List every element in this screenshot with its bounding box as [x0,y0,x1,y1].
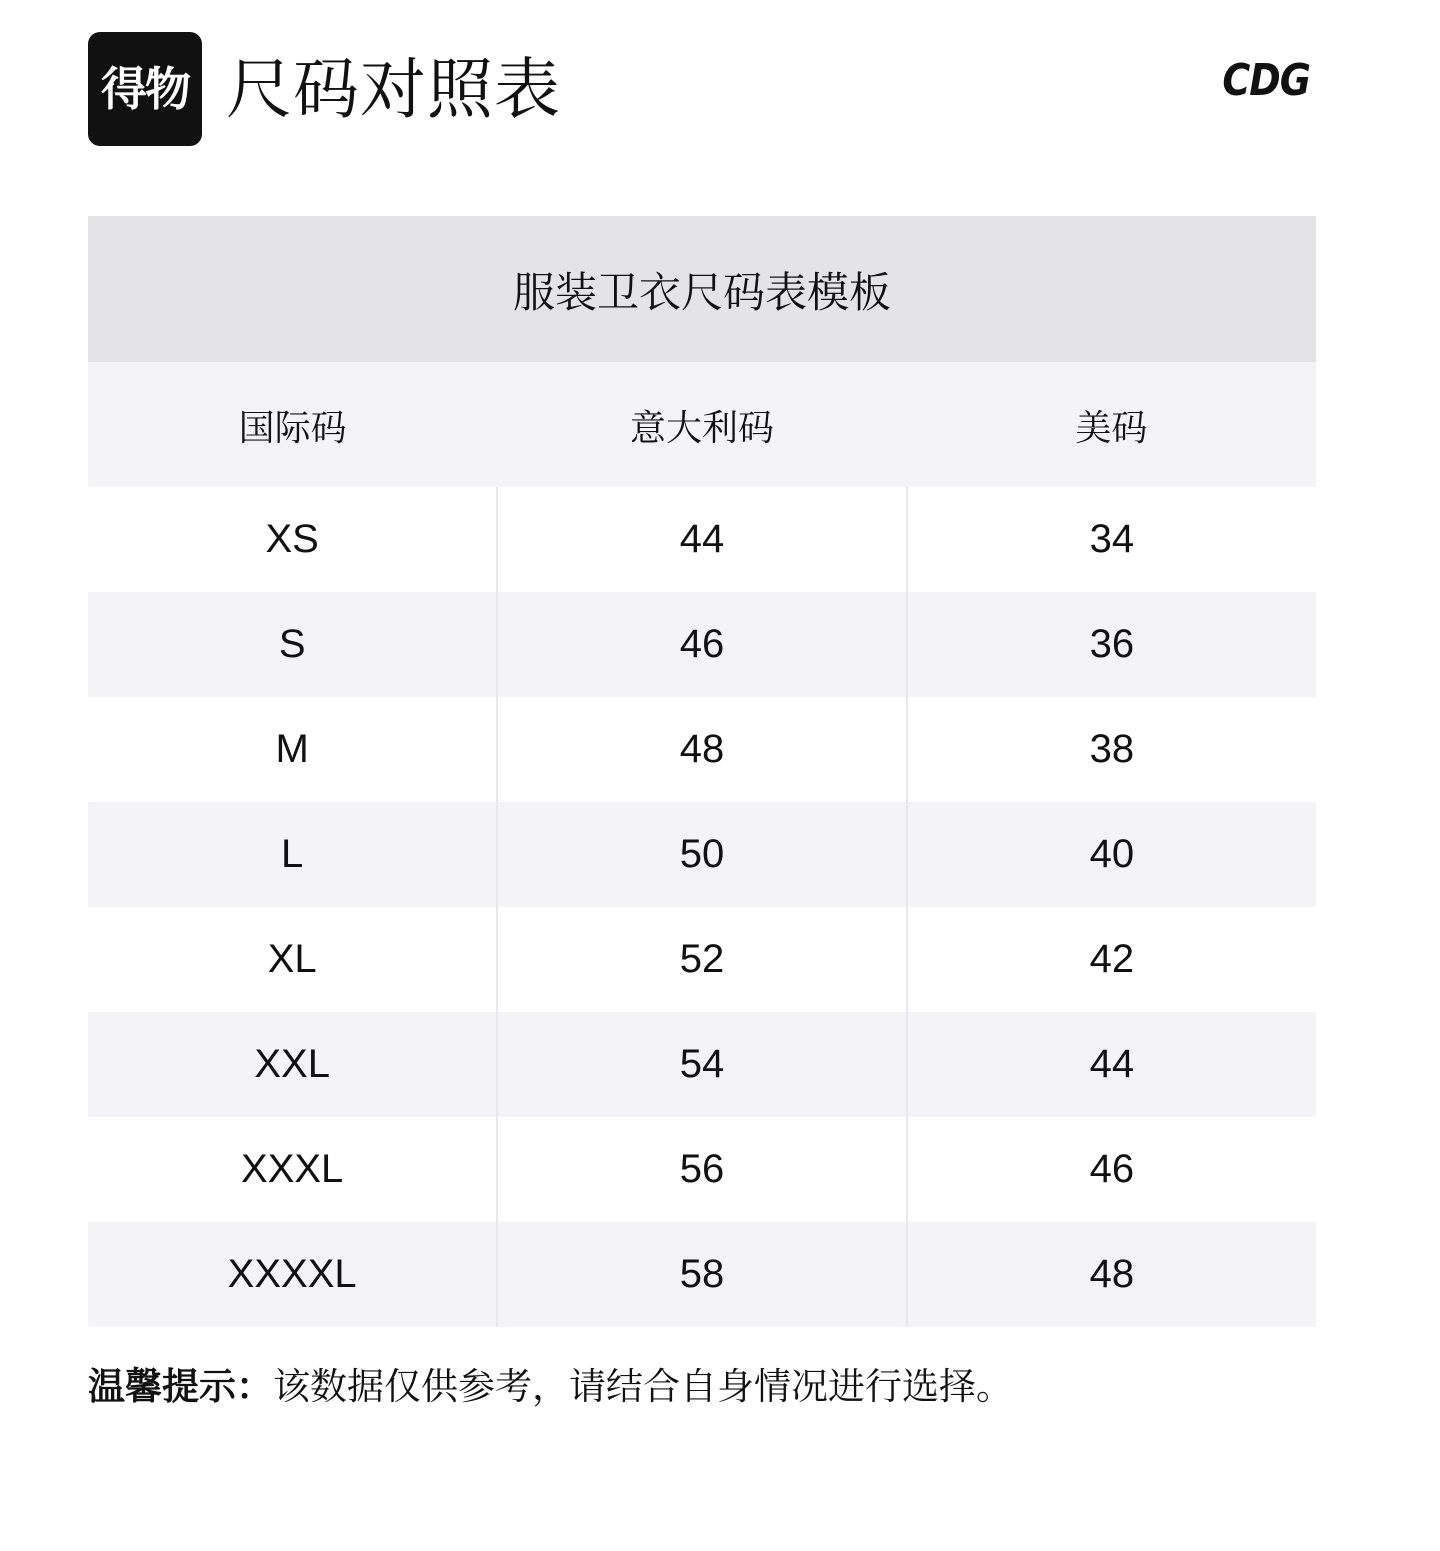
table-row [88,802,1316,907]
cell-italian: 48 [497,697,906,802]
table-body [88,487,1316,1327]
table-header-row [88,362,1316,487]
column-header-international: 国际码 [88,362,497,487]
disclaimer-note [88,1363,1352,1411]
cell-us: 42 [907,907,1316,1012]
cell-italian: 56 [497,1117,906,1222]
cell-italian: 58 [497,1222,906,1327]
cell-international: S [88,592,497,697]
size-chart-caption: 服装卫衣尺码表模板 [88,216,1316,362]
size-chart-table [88,362,1316,1327]
cell-international: XXL [88,1012,497,1117]
page-header [0,0,1440,150]
cell-us: 36 [907,592,1316,697]
table-header [88,362,1316,487]
column-header-italian: 意大利码 [497,362,906,487]
cell-italian: 54 [497,1012,906,1117]
cell-us: 44 [907,1012,1316,1117]
cell-italian: 44 [497,487,906,592]
table-row [88,487,1316,592]
cell-us: 40 [907,802,1316,907]
cell-italian: 52 [497,907,906,1012]
cell-international: XS [88,487,497,592]
cell-international: XXXL [88,1117,497,1222]
cell-us: 48 [907,1222,1316,1327]
cell-us: 34 [907,487,1316,592]
page-title: 尺码对照表 [226,52,561,126]
cell-us: 38 [907,697,1316,802]
column-header-us: 美码 [907,362,1316,487]
dewu-logo [88,32,202,146]
table-row [88,592,1316,697]
cell-international: XXXXL [88,1222,497,1327]
disclaimer-label: 温馨提示： [88,1366,273,1407]
cell-international: M [88,697,497,802]
table-row [88,1012,1316,1117]
dewu-logo-text: 得物 [101,62,189,116]
cdg-brand-mark: CDG [1222,54,1310,106]
cell-italian: 50 [497,802,906,907]
cell-italian: 46 [497,592,906,697]
table-row [88,907,1316,1012]
cell-us: 46 [907,1117,1316,1222]
disclaimer-text: 该数据仅供参考，请结合自身情况进行选择。 [273,1366,1013,1407]
table-row [88,1117,1316,1222]
size-chart-block [88,216,1316,1327]
table-row [88,697,1316,802]
cell-international: XL [88,907,497,1012]
cell-international: L [88,802,497,907]
table-row [88,1222,1316,1327]
